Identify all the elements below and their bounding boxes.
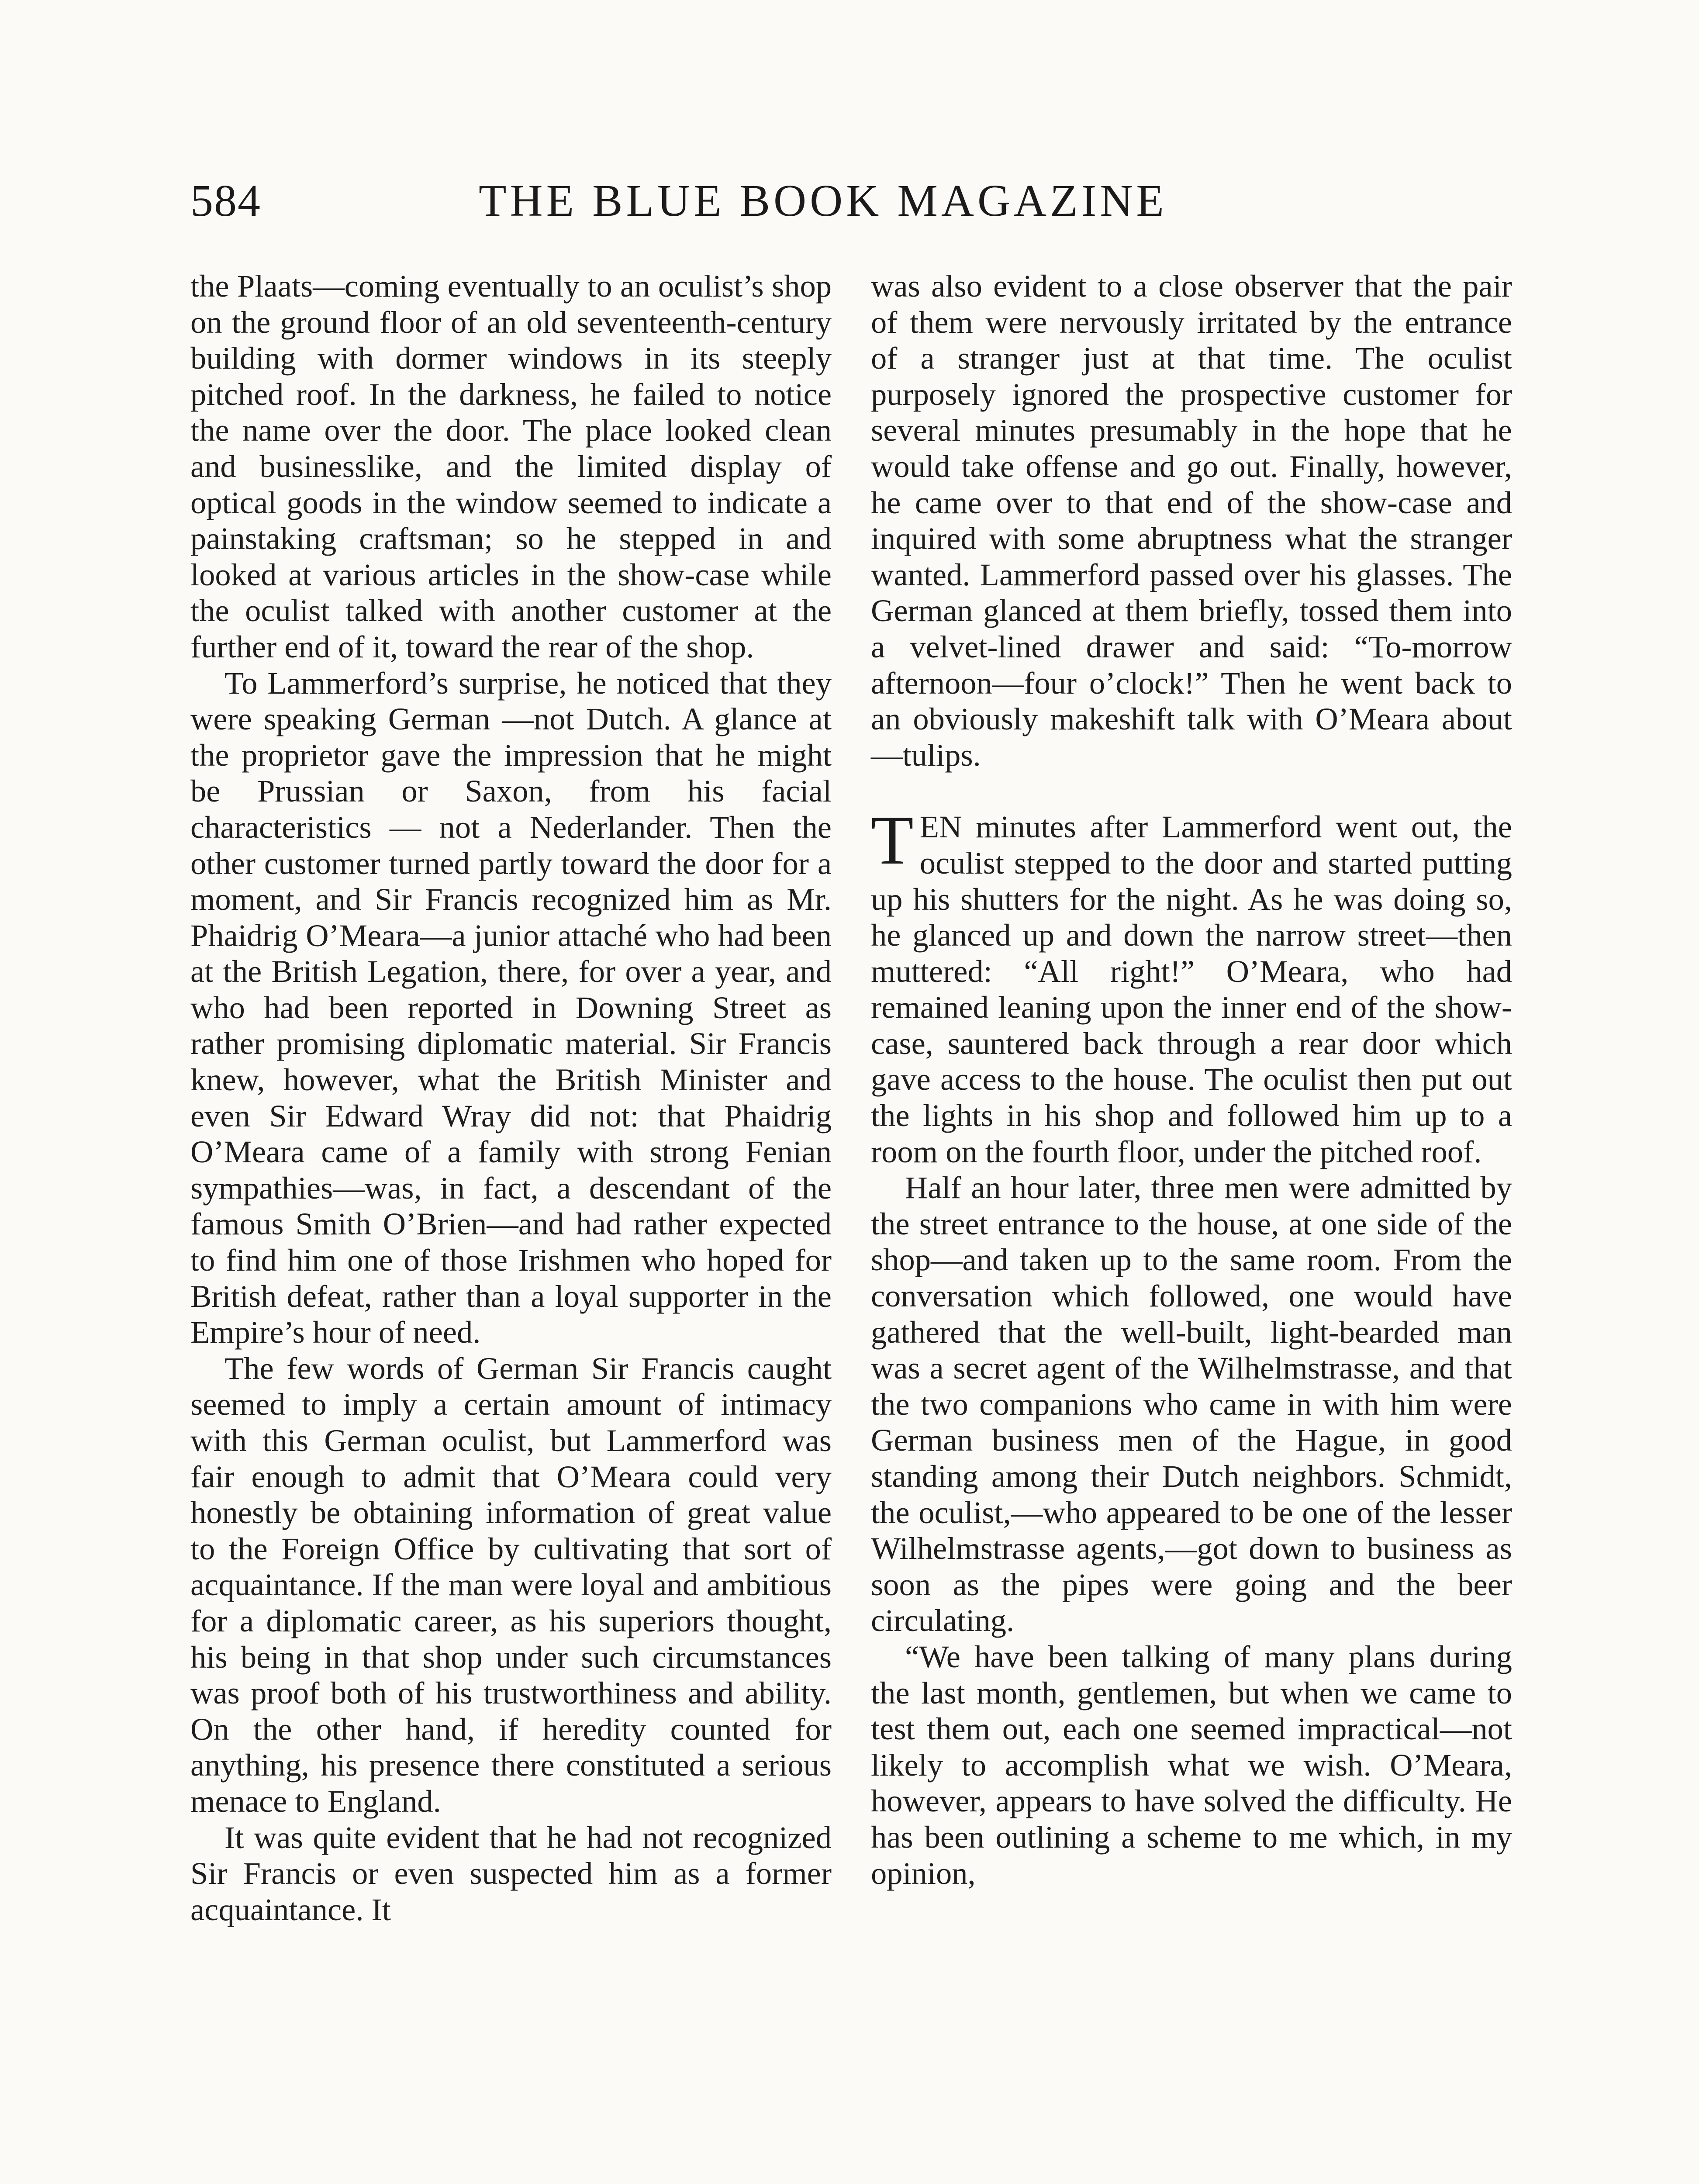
page-number: 584 xyxy=(190,176,261,226)
left-paragraph-4: It was quite evident that he had not recognized Sir Francis or even suspected him as a former acquaintance. It xyxy=(190,1819,832,1927)
right-paragraph-1: was also evident to a close observer that the pair of them were nervously irritated by the entrance of a stranger just at that time. The oculist purposely ignored the prospective customer for several minutes presumably in the hope that he would take offense and go out. Finally, however, he came over to that end of the show-case and inquired with some abruptness what the stranger wanted. Lammerford passed over his glasses. The German glanced at them briefly, tossed them into a velvet-lined drawer and said: “To-morrow afternoon—four o’clock!” Then he went back to an obviously makeshift talk with O’Meara about—tulips. xyxy=(871,268,1512,773)
page-header xyxy=(190,166,1212,236)
section-opening-text: EN minutes after Lammerford went out, the oculist stepped to the door and started putting up his shutters for the night. As he was doing so, he glanced up and down the narrow street—then muttered: “All right!” O’Meara, who had remained leaning upon the inner end of the show-case, sauntered back through a rear door which gave access to the house. The oculist then put out the lights in his shop and followed him up to a room on the fourth floor, under the pitched roof. xyxy=(871,809,1512,1169)
section-opening-paragraph xyxy=(871,801,1512,1170)
drop-cap: T xyxy=(871,801,914,879)
left-paragraph-3: The few words of German Sir Francis caught seemed to imply a certain amount of intimacy with this German oculist, but Lammerford was fair enough to admit that O’Meara could very honestly be obtaining information of great value to the Foreign Office by cultivating that sort of acquaintance. If the man were loyal and ambitious for a diplomatic career, as his superiors thought, his being in that shop under such circumstances was proof both of his trustworthiness and ability. On the other hand, if heredity counted for anything, his presence there constituted a serious menace to England. xyxy=(190,1350,832,1819)
left-paragraph-1: the Plaats—coming eventually to an oculist’s shop on the ground floor of an old seventeenth-century building with dormer windows in its steeply pitched roof. In the darkness, he failed to notice the name over the door. The place looked clean and businesslike, and the limited display of optical goods in the window seemed to indicate a painstaking craftsman; so he stepped in and looked at various articles in the show-case while the oculist talked with another customer at the further end of it, toward the rear of the shop. xyxy=(190,268,832,664)
right-paragraph-2: Half an hour later, three men were admitted by the street entrance to the house, at one side of the shop—and taken up to the same room. From the conversation which followed, one would have gathered that the well-built, light-bearded man was a secret agent of the Wilhelmstrasse, and that the two companions who came in with him were German business men of the Hague, in good standing among their Dutch neighbors. Schmidt, the oculist,—who appeared to be one of the lesser Wilhelmstrasse agents,—got down to business as soon as the pipes were going and the beer circulating. xyxy=(871,1170,1512,1638)
left-paragraph-2: To Lammerford’s surprise, he noticed that they were speaking German —not Dutch. A glance at the proprietor gave the impression that he might be Prussian or Saxon, from his facial characteristics — not a Nederlander. Then the other customer turned partly toward the door for a moment, and Sir Francis recognized him as Mr. Phaidrig O’Meara—a junior attaché who had been at the British Legation, there, for over a year, and who had been reported in Downing Street as rather promising diplomatic material. Sir Francis knew, however, what the British Minister and even Sir Edward Wray did not: that Phaidrig O’Meara came of a family with strong Fenian sympathies—was, in fact, a descendant of the famous Smith O’Brien—and had rather expected to find him one of those Irishmen who hoped for British defeat, rather than a loyal supporter in the Empire’s hour of need. xyxy=(190,665,832,1350)
left-column xyxy=(190,268,832,1928)
right-paragraph-3: “We have been talking of many plans during the last month, gentlemen, but when we came to test them out, each one seemed impractical—not likely to accomplish what we wish. O’Meara, however, appears to have solved the difficulty. He has been outlining a scheme to me which, in my opinion, xyxy=(871,1638,1512,1891)
right-column xyxy=(871,268,1512,1891)
running-title: THE BLUE BOOK MAGAZINE xyxy=(479,176,1167,226)
